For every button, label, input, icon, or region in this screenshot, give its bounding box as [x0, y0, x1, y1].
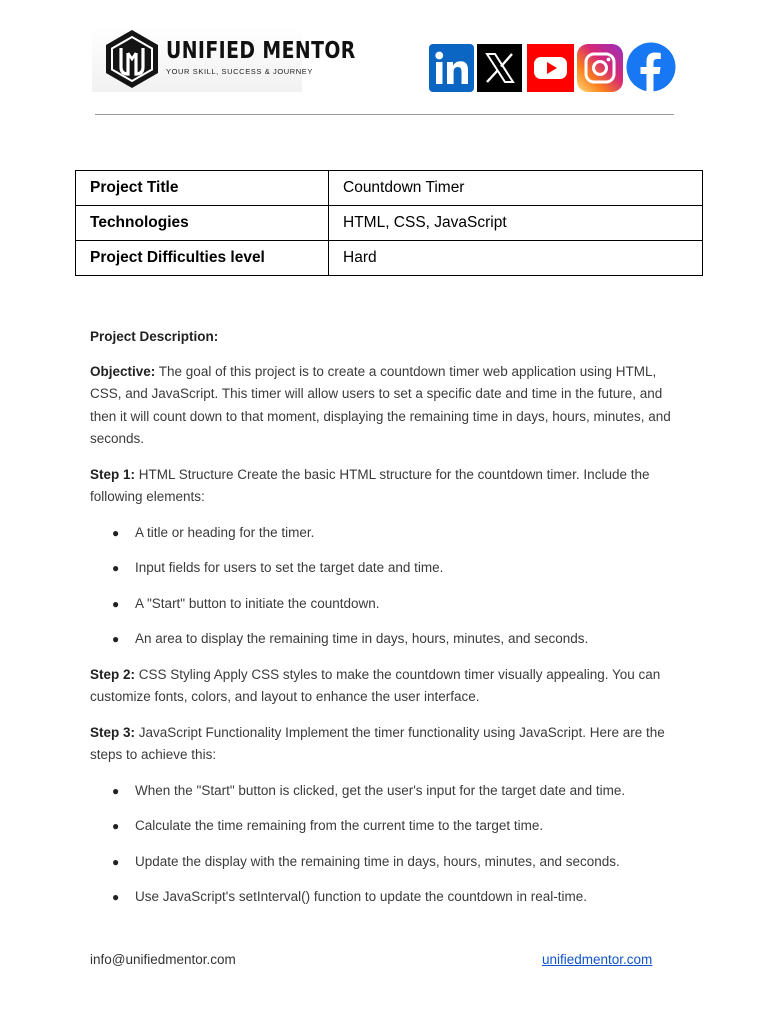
objective-paragraph	[90, 361, 690, 451]
step2-label: Step 2:	[90, 666, 136, 682]
list-item	[90, 557, 690, 580]
list-item	[90, 780, 690, 803]
technologies-value: HTML, CSS, JavaScript	[329, 206, 703, 241]
bullet-icon: ●	[112, 783, 120, 798]
linkedin-icon[interactable]	[429, 44, 474, 92]
project-title-label: Project Title	[76, 171, 329, 206]
logo-tagline: YOUR SKILL, SUCCESS & JOURNEY	[166, 67, 314, 76]
step1-label: Step 1:	[90, 466, 136, 482]
page-header	[0, 0, 768, 120]
step3-list	[90, 780, 690, 909]
step3-paragraph	[90, 722, 690, 767]
list-item	[90, 886, 690, 909]
list-item-text: Calculate the time remaining from the current time to the target time.	[135, 818, 544, 833]
x-icon[interactable]	[477, 44, 522, 92]
bullet-icon: ●	[112, 890, 120, 904]
list-item	[90, 522, 690, 545]
header-divider	[95, 114, 674, 115]
project-info-table	[75, 170, 703, 276]
step3-text: JavaScript Functionality Implement the timer functionality using JavaScript. Here are the steps to achieve this:	[90, 724, 665, 762]
instagram-icon[interactable]	[577, 44, 623, 92]
bullet-icon: ●	[112, 854, 120, 869]
bullet-icon: ●	[112, 525, 120, 540]
list-item-text: A title or heading for the timer.	[135, 524, 315, 540]
list-item	[90, 593, 690, 616]
step2-text: CSS Styling Apply CSS styles to make the countdown timer visually appealing. You can customize fonts, colors, and layout to enhance the user interface.	[90, 666, 661, 704]
technologies-label: Technologies	[76, 206, 329, 241]
list-item-text: When the "Start" button is clicked, get the user's input for the target date and time.	[135, 782, 626, 798]
project-description	[90, 326, 690, 922]
list-item-text: A "Start" button to initiate the countdown.	[135, 595, 380, 611]
footer-email: info@unifiedmentor.com	[90, 952, 236, 967]
objective-label: Objective:	[90, 363, 156, 379]
footer-website-link[interactable]: unifiedmentor.com	[542, 952, 653, 967]
table-row	[76, 206, 703, 241]
step2-paragraph	[90, 664, 690, 709]
unified-mentor-logo	[92, 26, 356, 92]
difficulty-value: Hard	[329, 241, 703, 276]
facebook-icon[interactable]	[626, 41, 676, 93]
logo-name: UNIFIED MENTOR	[166, 38, 356, 64]
bullet-icon: ●	[112, 632, 120, 646]
bullet-icon: ●	[112, 561, 120, 575]
list-item-text: Use JavaScript's setInterval() function to update the countdown in real-time.	[135, 889, 588, 904]
step1-list	[90, 522, 690, 651]
objective-text: The goal of this project is to create a countdown timer web application using HTML, CSS, and JavaScript. This timer will allow users to set a specific date and time in the future, and then it will count down to that moment, displaying the remaining time in days, hours, minutes, and seconds.	[90, 363, 671, 446]
project-title-value: Countdown Timer	[329, 171, 703, 206]
youtube-icon[interactable]	[527, 44, 574, 92]
list-item-text: Update the display with the remaining time in days, hours, minutes, and seconds.	[135, 853, 620, 869]
table-row	[76, 171, 703, 206]
difficulty-label: Project Difficulties level	[76, 241, 329, 276]
step1-paragraph	[90, 464, 690, 509]
logo-mark-icon	[104, 29, 160, 89]
list-item	[90, 628, 690, 651]
bullet-icon: ●	[112, 819, 120, 833]
list-item-text: Input fields for users to set the target date and time.	[135, 560, 444, 575]
list-item	[90, 851, 690, 874]
step1-text: HTML Structure Create the basic HTML structure for the countdown timer. Include the following elements:	[90, 466, 650, 504]
list-item-text: An area to display the remaining time in days, hours, minutes, and seconds.	[135, 631, 589, 646]
description-heading: Project Description:	[90, 329, 219, 344]
table-row	[76, 241, 703, 276]
step3-label: Step 3:	[90, 724, 136, 740]
bullet-icon: ●	[112, 596, 120, 611]
list-item	[90, 815, 690, 838]
